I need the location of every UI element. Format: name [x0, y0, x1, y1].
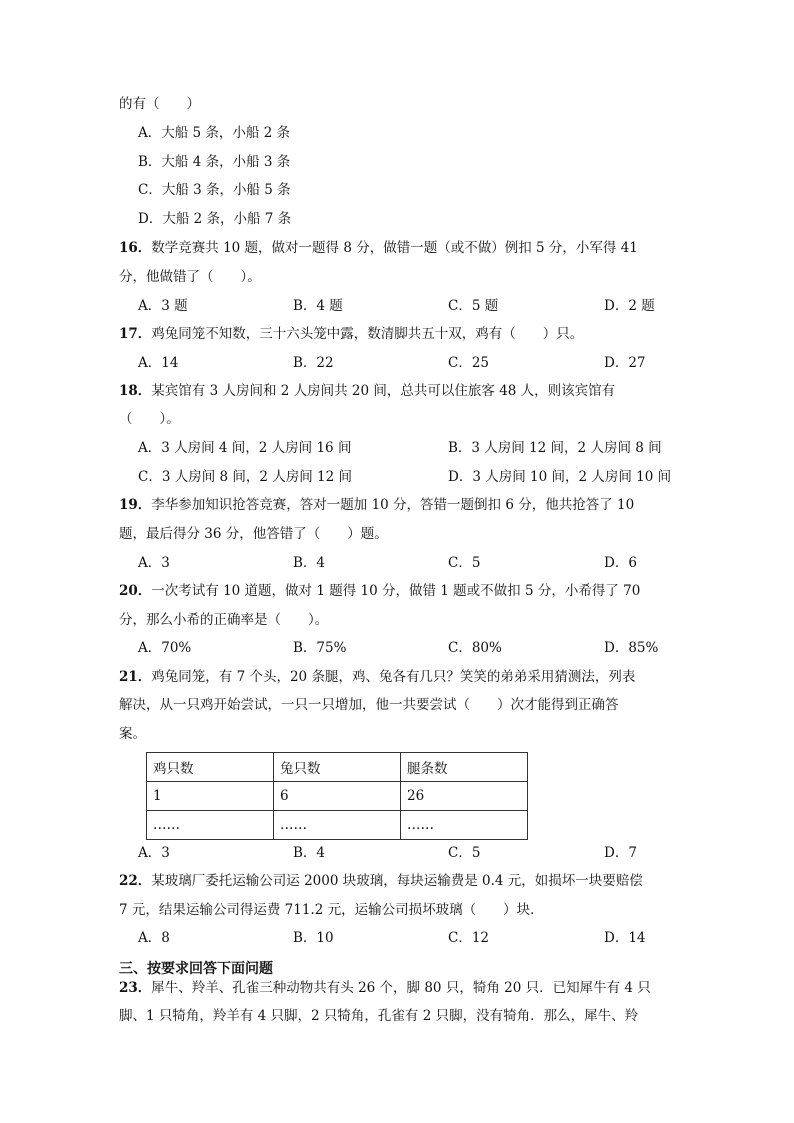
option-b: B．3 人房间 12 间，2 人房间 8 间	[448, 440, 662, 456]
table-cell: 1	[147, 782, 274, 811]
question-text: 解决，从一只鸡开始尝试，一只一只增加，他一共要尝试（ ）次才能得到正确答	[119, 697, 619, 713]
option-a: A．大船 5 条，小船 2 条	[138, 125, 291, 141]
question-text: 题，最后得分 36 分，他答错了（ ）题。	[119, 526, 388, 542]
option-b: B．22	[293, 355, 334, 371]
option-d: D．大船 2 条，小船 7 条	[138, 211, 292, 227]
option-c: C．大船 3 条，小船 5 条	[138, 182, 291, 198]
question-text: 某宾馆有 3 人房间和 2 人房间共 20 间，总共可以住旅客 48 人，则该宾馆有	[151, 383, 616, 399]
question-number: 20．	[119, 583, 152, 599]
question-number: 21．	[119, 669, 152, 685]
option-c: C．3 人房间 8 间，2 人房间 12 间	[138, 469, 353, 485]
question-text: 分，他做错了（ ）。	[119, 269, 261, 285]
question-text: 一次考试有 10 道题，做对 1 题得 10 分，做错 1 题或不做扣 5 分，小希得了 70	[151, 583, 641, 599]
option-c: C．25	[448, 355, 490, 371]
option-d: D．7	[604, 845, 637, 861]
option-d: D．85%	[604, 640, 659, 656]
option-c: C．5	[448, 845, 481, 861]
option-c: C．80%	[448, 640, 502, 656]
option-b: B．4 题	[293, 298, 343, 314]
option-a: A．3	[138, 845, 170, 861]
question-number: 16．	[119, 240, 152, 256]
option-d: D．27	[604, 355, 646, 371]
option-b: B．4	[293, 555, 326, 571]
option-a: A．70%	[138, 640, 192, 656]
table-cell: ……	[147, 811, 274, 840]
option-d: D．14	[604, 930, 646, 946]
table-header: 兔只数	[274, 753, 401, 782]
table-cell: ……	[401, 811, 528, 840]
table-header: 鸡只数	[147, 753, 274, 782]
option-a: A．14	[138, 355, 179, 371]
option-a: A．3 题	[138, 298, 188, 314]
question-number: 17．	[119, 326, 152, 342]
option-c: C．12	[448, 930, 490, 946]
question-number: 22．	[119, 873, 152, 889]
table-row	[147, 811, 528, 840]
question-text: 李华参加知识抢答竞赛，答对一题加 10 分，答错一题倒扣 6 分，他共抢答了 10	[151, 497, 635, 513]
option-d: D．3 人房间 10 间，2 人房间 10 间	[448, 469, 672, 485]
option-d: D．2 题	[604, 298, 655, 314]
option-b: B．4	[293, 845, 326, 861]
option-c: C．5	[448, 555, 481, 571]
question-text: （ ）。	[119, 411, 180, 427]
option-b: B．大船 4 条，小船 3 条	[138, 154, 291, 170]
question-text: 案。	[119, 726, 146, 742]
table-row	[147, 782, 528, 811]
question-text: 鸡兔同笼，有 7 个头，20 条腿，鸡、兔各有几只？笑笑的弟弟采用猜测法，列表	[151, 669, 636, 685]
question-number: 18．	[119, 383, 152, 399]
table-header-row	[147, 753, 528, 782]
question-text: 某玻璃厂委托运输公司运 2000 块玻璃，每块运输费是 0.4 元，如损坏一块要赔偿	[151, 873, 643, 889]
table-header: 腿条数	[401, 753, 528, 782]
option-a: A．3	[138, 555, 170, 571]
question-text: 数学竞赛共 10 题，做对一题得 8 分，做错一题（或不做）例扣 5 分，小军得 41	[151, 240, 638, 256]
option-a: A．8	[138, 930, 170, 946]
option-b: B．10	[293, 930, 334, 946]
question-number: 23．	[119, 980, 152, 996]
option-d: D．6	[604, 555, 637, 571]
option-a: A．3 人房间 4 间，2 人房间 16 间	[138, 440, 352, 456]
question-number: 19．	[119, 497, 152, 513]
question-text: 鸡兔同笼不知数，三十六头笼中露，数清脚共五十双，鸡有（ ）只。	[151, 326, 584, 342]
question-text: 7 元，结果运输公司得运费 711.2 元，运输公司损坏玻璃（ ）块．	[119, 902, 544, 918]
table-cell: ……	[274, 811, 401, 840]
question-text: 犀牛、羚羊、孔雀三种动物共有头 26 个，脚 80 只，犄角 20 只．已知犀牛有 4 只	[151, 980, 651, 996]
question-15-stem-end: 的有（ ）	[119, 96, 200, 112]
table-cell: 6	[274, 782, 401, 811]
question-text: 脚、1 只犄角，羚羊有 4 只脚，2 只犄角，孔雀有 2 只脚，没有犄角．那么，犀牛、羚	[119, 1008, 639, 1024]
section-heading: 三、按要求回答下面问题	[119, 961, 273, 977]
option-c: C．5 题	[448, 298, 499, 314]
question-text: 分，那么小希的正确率是（ ）。	[119, 612, 329, 628]
guess-table	[146, 752, 528, 840]
table-cell: 26	[401, 782, 528, 811]
option-b: B．75%	[293, 640, 347, 656]
